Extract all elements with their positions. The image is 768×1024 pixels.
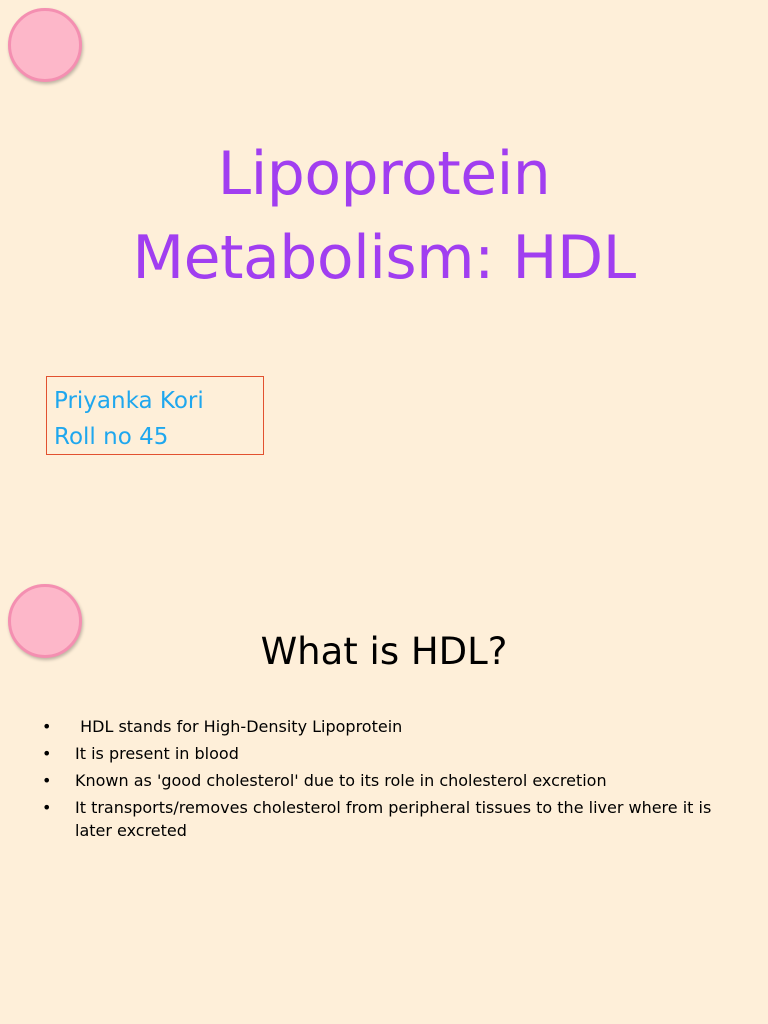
content-slide xyxy=(0,576,768,1024)
title-line-2: Metabolism: HDL xyxy=(132,223,636,293)
pink-circle-decoration xyxy=(8,8,82,82)
author-name: Priyanka Kori xyxy=(54,388,204,414)
bullet-icon: • xyxy=(42,771,52,790)
bullet-icon: • xyxy=(42,717,52,736)
author-box xyxy=(46,376,264,455)
list-item xyxy=(42,796,722,842)
bullet-list xyxy=(42,715,722,846)
bullet-icon: • xyxy=(42,798,52,817)
bullet-icon: • xyxy=(42,744,52,763)
slide-title xyxy=(0,132,768,300)
slide-heading: What is HDL? xyxy=(260,630,508,673)
bullet-text: It is present in blood xyxy=(75,744,239,763)
list-item xyxy=(42,715,722,738)
bullet-text: HDL stands for High-Density Lipoprotein xyxy=(75,717,403,736)
author-roll-number: Roll no 45 xyxy=(54,424,169,450)
bullet-text: Known as 'good cholesterol' due to its role in cholesterol excretion xyxy=(75,771,607,790)
list-item xyxy=(42,742,722,765)
bullet-text: It transports/removes cholesterol from peripheral tissues to the liver where it is later excreted xyxy=(75,798,712,840)
list-item xyxy=(42,769,722,792)
title-line-1: Lipoprotein xyxy=(217,139,551,209)
